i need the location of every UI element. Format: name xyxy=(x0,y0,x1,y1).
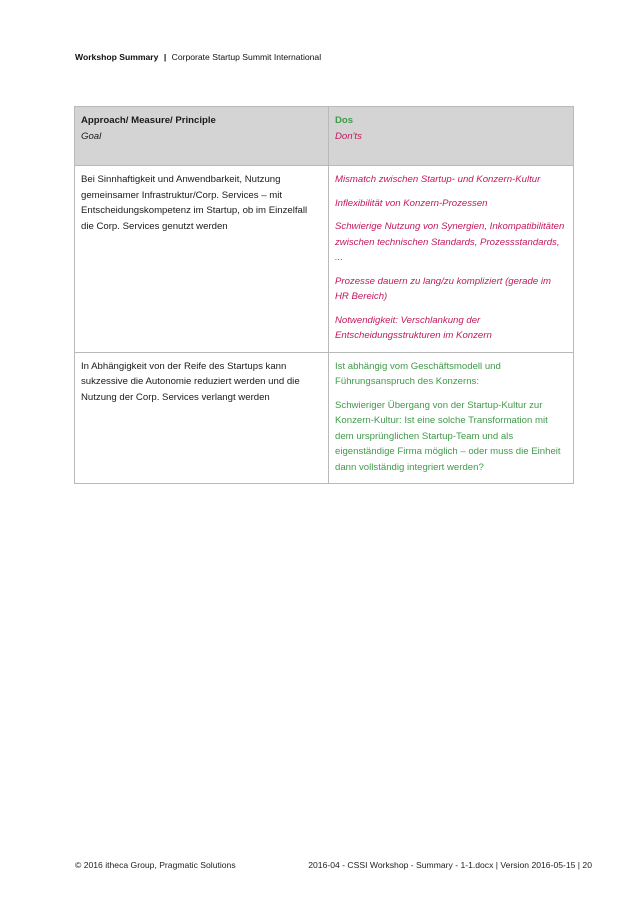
footer-copyright: © 2016 itheca Group, Pragmatic Solutions xyxy=(75,860,236,870)
dos-heading: Dos xyxy=(335,115,354,126)
approach-cell xyxy=(75,352,329,484)
header-subtitle: Corporate Startup Summit International xyxy=(171,52,322,62)
do-item: Schwieriger Übergang von der Startup-Kultur zur Konzern-Kultur: Ist eine solche Transformation mit dem ursprünglichen Startup-Team und als eigenständige Firma möglich – oder muss die Einheit dann vollständig integriert werden? xyxy=(335,399,561,473)
header-separator: | xyxy=(163,52,167,62)
dont-item: Inflexibilität von Konzern-Prozessen xyxy=(335,197,488,209)
approach-text: Bei Sinnhaftigkeit und Anwendbarkeit, Nutzung gemeinsamer Infrastruktur/Corp. Services – mit Entscheidungskompetenz im Startup, ob im Einzelfall die Corp. Services genutzt werden xyxy=(81,174,308,232)
summary-table xyxy=(74,106,574,484)
donts-cell xyxy=(329,166,574,353)
dont-item: Mismatch zwischen Startup- und Konzern-Kultur xyxy=(335,174,541,185)
footer-document-info: 2016-04 - CSSI Workshop - Summary - 1-1.docx | Version 2016-05-15 | 20 xyxy=(308,860,592,870)
header-cell-dos-donts xyxy=(329,107,574,166)
approach-heading: Approach/ Measure/ Principle xyxy=(81,115,216,126)
page-header xyxy=(75,52,321,62)
header-cell-approach xyxy=(75,107,329,166)
approach-text: In Abhängigkeit von der Reife des Startups kann sukzessive die Autonomie reduziert werden und die Nutzung der Corp. Services verlangt werden xyxy=(81,360,300,403)
approach-cell xyxy=(75,166,329,353)
donts-heading: Don'ts xyxy=(335,130,362,142)
dont-item: Notwendigkeit: Verschlankung der Entscheidungsstrukturen im Konzern xyxy=(335,314,492,341)
header-title: Workshop Summary xyxy=(75,52,159,62)
table-row xyxy=(75,352,574,484)
goal-heading: Goal xyxy=(81,130,102,142)
dont-item: Schwierige Nutzung von Synergien, Inkompatibilitäten zwischen technischen Standards, Prozessstandards, ... xyxy=(335,221,565,263)
do-item: Ist abhängig vom Geschäftsmodell und Führungsanspruch des Konzerns: xyxy=(335,360,501,387)
dont-item: Prozesse dauern zu lang/zu kompliziert (gerade im HR Bereich) xyxy=(335,275,551,302)
dos-cell xyxy=(329,352,574,484)
table-header-row xyxy=(75,107,574,166)
table-row xyxy=(75,166,574,353)
